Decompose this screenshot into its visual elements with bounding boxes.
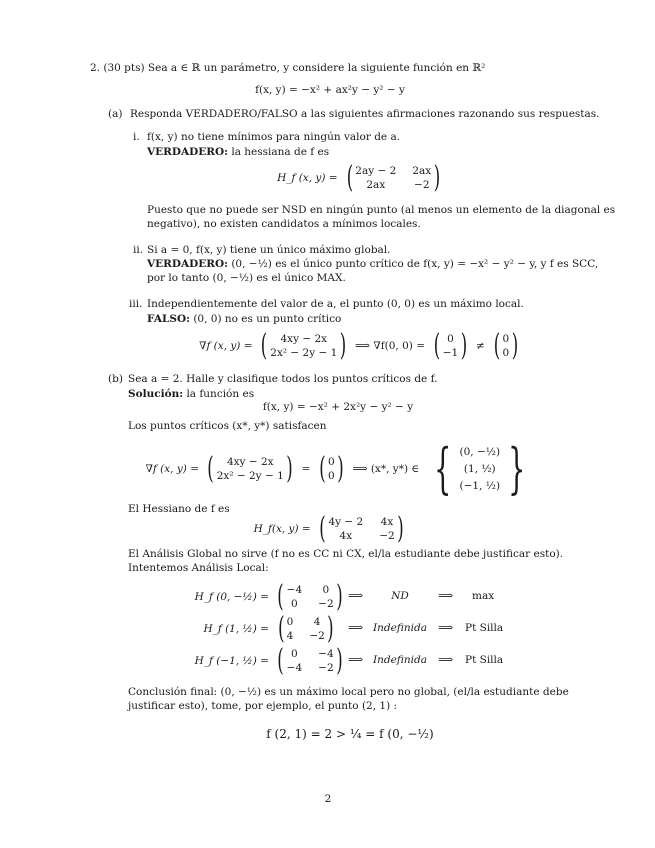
- item-iii-verdict-line: [147, 313, 341, 325]
- item-i-verdict-line: [147, 146, 329, 158]
- vector-cell: −1: [442, 347, 459, 359]
- implies-arrow: ⟹: [348, 622, 364, 634]
- conclusion-line-1: Conclusión final: (0, −½) es un máximo local pero no global, (el/la estudiante debe: [128, 686, 569, 698]
- not-equal-sign: ≠: [475, 340, 485, 352]
- critical-points-intro: Los puntos críticos (x*, y*) satisfacen: [128, 420, 327, 432]
- critical-point: (0, −½): [459, 446, 501, 458]
- solution-label: Solución:: [128, 388, 184, 400]
- left-paren: (: [277, 579, 285, 614]
- item-iii-label: iii.: [129, 298, 143, 310]
- matrix-entries: [355, 165, 431, 191]
- final-inequality: f (2, 1) = 2 > ¼ = f (0, −½): [266, 727, 434, 741]
- item-ii-text: (0, −½) es el único punto crítico de f(x, y) = −x² − y² − y, y f es SCC,: [228, 258, 599, 270]
- matrix-cell: 0: [291, 648, 298, 660]
- matrix-cell: 2ay − 2: [355, 165, 397, 177]
- definiteness-type: Indefinida: [373, 654, 427, 666]
- vector-cell: 0: [502, 333, 510, 345]
- matrix-entries: [287, 648, 334, 674]
- right-paren: ): [511, 328, 519, 363]
- zero-vector: [502, 333, 509, 359]
- hessian-at-point: H_f (1, ½) =: [203, 623, 269, 635]
- matrix-cell: 0: [322, 584, 330, 596]
- item-iii-statement: Independientemente del valor de a, el punto (0, 0) es un máximo local.: [147, 298, 524, 310]
- matrix-cell: 4y − 2: [328, 516, 364, 528]
- left-paren: (: [277, 611, 285, 646]
- conclusion-line-2: justificar esto), tome, por ejemplo, el punto (2, 1) :: [128, 700, 398, 712]
- matrix-cell: −4: [318, 648, 334, 660]
- right-paren: ): [460, 328, 468, 363]
- matrix-cell: −4: [286, 584, 303, 596]
- verdict-false: FALSO:: [147, 313, 190, 325]
- vector-cell: 4xy − 2x: [226, 456, 274, 468]
- classify-matrix-1: [203, 611, 336, 646]
- local-analysis-intro: Intentemos Análisis Local:: [128, 562, 269, 574]
- vector-cell: 0: [328, 456, 335, 468]
- hessian-lhs: H_f(x, y) =: [253, 523, 311, 535]
- right-paren: ): [433, 160, 441, 195]
- implies-arrow: ⟹: [438, 622, 454, 634]
- gradient-vector: [217, 456, 284, 482]
- matrix-cell: −2: [379, 530, 395, 542]
- vector-cell: 4xy − 2x: [280, 333, 328, 345]
- gradient-lhs: ∇f (x, y) =: [199, 340, 253, 352]
- left-paren: (: [346, 160, 353, 195]
- part-a-prompt: Responda VERDADERO/FALSO a las siguientes afirmaciones razonando sus respuestas.: [130, 108, 600, 120]
- hessian-intro: El Hessiano de f es: [128, 503, 230, 515]
- matrix-cell: 2ax: [366, 179, 386, 191]
- zero-vector: [328, 456, 335, 482]
- function-definition: f(x, y) = −x² + ax²y − y² − y: [255, 84, 405, 96]
- definiteness-type: ND: [391, 590, 409, 602]
- global-analysis-note: El Análisis Global no sirve (f no es CC ni CX, el/la estudiante debe justificar esto).: [128, 548, 564, 560]
- function-a2: f(x, y) = −x² + 2x²y − y² − y: [262, 401, 414, 413]
- implies-arrow: ⟹: [348, 654, 364, 666]
- classification-result: max: [472, 590, 495, 602]
- left-paren: (: [318, 451, 326, 486]
- critical-points-set: [460, 446, 501, 492]
- hessian-matrix-b: [253, 511, 407, 546]
- matrix-cell: 4: [286, 630, 294, 642]
- definiteness-type: Indefinida: [373, 622, 427, 634]
- classify-matrix-2: [194, 643, 346, 678]
- right-paren: ): [397, 511, 404, 546]
- verdict-true: VERDADERO:: [147, 258, 228, 270]
- equals-sign: =: [301, 463, 311, 475]
- matrix-entries: [287, 616, 325, 642]
- left-paren: (: [261, 328, 268, 363]
- right-paren: ): [336, 579, 343, 614]
- critical-points-equation: [145, 437, 535, 500]
- left-paren: (: [433, 328, 441, 363]
- item-ii-line-2: por lo tanto (0, −½) es el único MAX.: [147, 272, 346, 284]
- verdict-true: VERDADERO:: [147, 146, 228, 158]
- item-ii-label: ii.: [133, 244, 144, 256]
- left-paren: (: [207, 451, 215, 486]
- classification-result: Pt Silla: [465, 622, 504, 634]
- right-paren: ): [286, 451, 293, 486]
- item-ii-line-1: [147, 258, 598, 270]
- vector-cell: 2x² − 2y − 1: [216, 470, 284, 482]
- matrix-entries: [328, 516, 394, 542]
- vector-cell: 0: [502, 347, 510, 359]
- matrix-entries: [287, 584, 334, 610]
- item-i-label: i.: [133, 131, 140, 143]
- gradient-check-equation: [199, 328, 521, 363]
- hessian-lhs: H_f (x, y) =: [277, 172, 338, 184]
- implies-membership: ⟹ (x*, y*) ∈: [352, 463, 420, 475]
- implies-arrow: ⟹: [348, 590, 364, 602]
- solution-rest: la función es: [183, 388, 255, 400]
- matrix-cell: 0: [286, 616, 294, 628]
- right-paren: ): [336, 643, 343, 678]
- critical-point: (−1, ½): [459, 480, 501, 492]
- part-a-label: (a): [108, 108, 123, 120]
- right-brace: }: [508, 437, 526, 500]
- matrix-cell: −2: [309, 630, 325, 642]
- right-paren: ): [339, 328, 347, 363]
- part-b-prompt: Sea a = 2. Halle y clasifique todos los puntos críticos de f.: [128, 373, 438, 385]
- solution-line: [128, 388, 254, 400]
- left-paren: (: [493, 328, 500, 363]
- gradient-vector: [270, 333, 337, 359]
- item-ii-statement: Si a = 0, f(x, y) tiene un único máximo global.: [147, 244, 391, 256]
- matrix-cell: −2: [318, 598, 334, 610]
- matrix-cell: 4: [313, 616, 321, 628]
- matrix-cell: 4x: [339, 530, 353, 542]
- part-b-label: (b): [108, 373, 123, 385]
- implies-arrow: ⟹: [438, 654, 454, 666]
- right-paren: ): [327, 611, 334, 646]
- matrix-cell: −2: [414, 179, 430, 191]
- right-paren: ): [337, 451, 344, 486]
- matrix-cell: 2ax: [412, 165, 432, 177]
- critical-point: (1, ½): [463, 463, 496, 475]
- item-i-explanation-1: Puesto que no puede ser NSD en ningún punto (al menos un elemento de la diagonal es: [147, 204, 616, 216]
- vector-cell: 2x² − 2y − 1: [270, 347, 338, 359]
- verdict-rest: la hessiana de f es: [228, 146, 330, 158]
- vector-cell: 0: [447, 333, 454, 345]
- vector-cell: 0: [328, 470, 335, 482]
- matrix-cell: −4: [286, 662, 303, 674]
- hessian-matrix-a: [277, 160, 443, 195]
- classification-result: Pt Silla: [465, 654, 504, 666]
- gradient-origin-vector: [443, 333, 458, 359]
- left-paren: (: [277, 643, 285, 678]
- implies-arrow: ⟹: [438, 590, 454, 602]
- item-i-explanation-2: negativo), no existen candidatos a mínimos locales.: [147, 218, 421, 230]
- hessian-at-point: H_f (−1, ½) =: [194, 655, 269, 667]
- gradient-lhs: ∇f (x, y) =: [145, 463, 199, 475]
- item-i-statement: f(x, y) no tiene mínimos para ningún valor de a.: [147, 131, 401, 143]
- matrix-cell: 4x: [380, 516, 394, 528]
- left-brace: {: [433, 437, 451, 500]
- gradient-at-origin: ⟹ ∇f(0, 0) =: [355, 340, 426, 352]
- verdict-rest: (0, 0) no es un punto crítico: [189, 313, 342, 325]
- page-number: 2: [324, 793, 332, 805]
- matrix-cell: −2: [318, 662, 334, 674]
- matrix-cell: 0: [291, 598, 298, 610]
- classify-matrix-0: [194, 579, 346, 614]
- left-paren: (: [319, 511, 326, 546]
- hessian-at-point: H_f (0, −½) =: [194, 591, 269, 603]
- problem-header: 2. (30 pts) Sea a ∈ ℝ un parámetro, y considere la siguiente función en ℝ²: [90, 62, 486, 74]
